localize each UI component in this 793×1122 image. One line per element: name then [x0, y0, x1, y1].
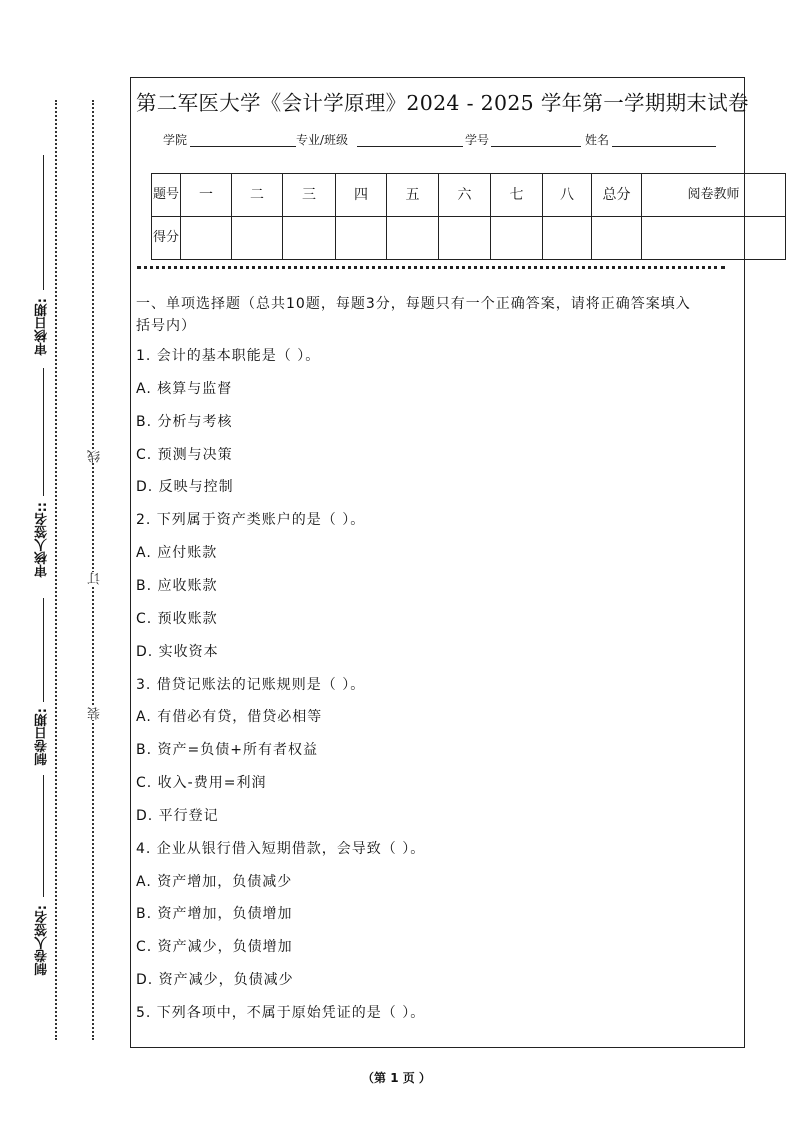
college-label: 学院 — [163, 133, 188, 147]
column-header: 总分 — [592, 174, 642, 217]
score-cell[interactable] — [232, 217, 283, 260]
score-cell[interactable] — [387, 217, 439, 260]
column-header: 一 — [181, 174, 232, 217]
question-stem: 3. 借贷记账法的记账规则是（ ）。 — [136, 676, 366, 693]
score-cell[interactable] — [439, 217, 491, 260]
answer-option: A. 有借必有贷，借贷必相等 — [136, 709, 323, 726]
maker-sign-label: 制卷人签名: — [35, 905, 50, 976]
major-class-label: 专业/班级 — [296, 133, 349, 147]
major-class-field[interactable] — [357, 146, 463, 147]
student-id-field[interactable] — [491, 146, 581, 147]
answer-option: B. 应收账款 — [136, 577, 218, 594]
answer-option: C. 预收账款 — [136, 610, 218, 627]
answer-option: D. 反映与控制 — [136, 479, 234, 496]
answer-option: A. 资产增加，负债减少 — [136, 873, 293, 890]
question-stem: 4. 企业从银行借入短期借款，会导致（ ）。 — [136, 840, 426, 857]
score-cell[interactable] — [181, 217, 232, 260]
reviewer-sign-line — [43, 368, 44, 496]
student-id-label: 学号 — [465, 133, 490, 147]
answer-option: A. 核算与监督 — [136, 380, 233, 397]
question-stem: 1. 会计的基本职能是（ ）。 — [136, 348, 321, 364]
binding-char-xian: 线 — [88, 450, 103, 463]
reviewer-sign-label: 审核人签名:: — [35, 502, 50, 578]
name-label: 姓名 — [585, 133, 610, 147]
review-date-line — [43, 155, 44, 290]
maker-sign-line — [43, 775, 44, 897]
answer-option: C. 收入-费用=利润 — [136, 775, 267, 792]
review-date-label: 审核日期: — [35, 298, 50, 356]
score-cell[interactable] — [491, 217, 543, 260]
binding-dotted-line-inner — [92, 100, 94, 1040]
score-cell[interactable] — [642, 217, 786, 260]
score-cell[interactable] — [336, 217, 387, 260]
column-header: 阅卷教师 — [642, 174, 786, 217]
answer-option: D. 平行登记 — [136, 807, 219, 824]
score-table — [151, 173, 786, 260]
answer-option: D. 资产减少，负债减少 — [136, 972, 294, 989]
make-date-line — [43, 598, 44, 702]
answer-option: B. 资产=负债+所有者权益 — [136, 742, 318, 759]
answer-option: C. 预测与决策 — [136, 446, 233, 463]
score-cell[interactable] — [592, 217, 642, 260]
answer-option: A. 应付账款 — [136, 545, 218, 562]
exam-title: 第二军医大学《会计学原理》2024 - 2025 学年第一学期期末试卷 — [136, 91, 749, 115]
section-heading-cont: 括号内） — [136, 318, 196, 334]
score-cell[interactable] — [283, 217, 336, 260]
column-header: 六 — [439, 174, 491, 217]
column-header: 五 — [387, 174, 439, 217]
page-number: （第 1 页 ） — [362, 1071, 431, 1085]
answer-option: B. 分析与考核 — [136, 413, 233, 430]
column-header: 八 — [543, 174, 592, 217]
score-header: 得分 — [152, 217, 181, 260]
score-cell[interactable] — [543, 217, 592, 260]
binding-char-ding: 订 — [88, 572, 103, 585]
answer-option: B. 资产增加，负债增加 — [136, 906, 293, 923]
answer-option: D. 实收资本 — [136, 643, 219, 660]
college-field[interactable] — [190, 146, 296, 147]
question-stem: 5. 下列各项中，不属于原始凭证的是（ ）。 — [136, 1005, 426, 1021]
question-number-header: 题号 — [152, 174, 181, 217]
name-field[interactable] — [612, 146, 716, 147]
answer-option: C. 资产减少，负债增加 — [136, 939, 293, 956]
column-header: 四 — [336, 174, 387, 217]
section-heading: 一、单项选择题（总共10题，每题3分，每题只有一个正确答案，请将正确答案填入 — [136, 296, 691, 312]
column-header: 三 — [283, 174, 336, 217]
column-header: 七 — [491, 174, 543, 217]
dotted-separator — [137, 266, 725, 269]
make-date-label: 制卷日期: — [35, 708, 50, 766]
binding-char-zhuang: 装 — [88, 707, 103, 720]
column-header: 二 — [232, 174, 283, 217]
binding-dotted-line-outer — [55, 100, 57, 1040]
question-stem: 2. 下列属于资产类账户的是（ ）。 — [136, 512, 366, 529]
